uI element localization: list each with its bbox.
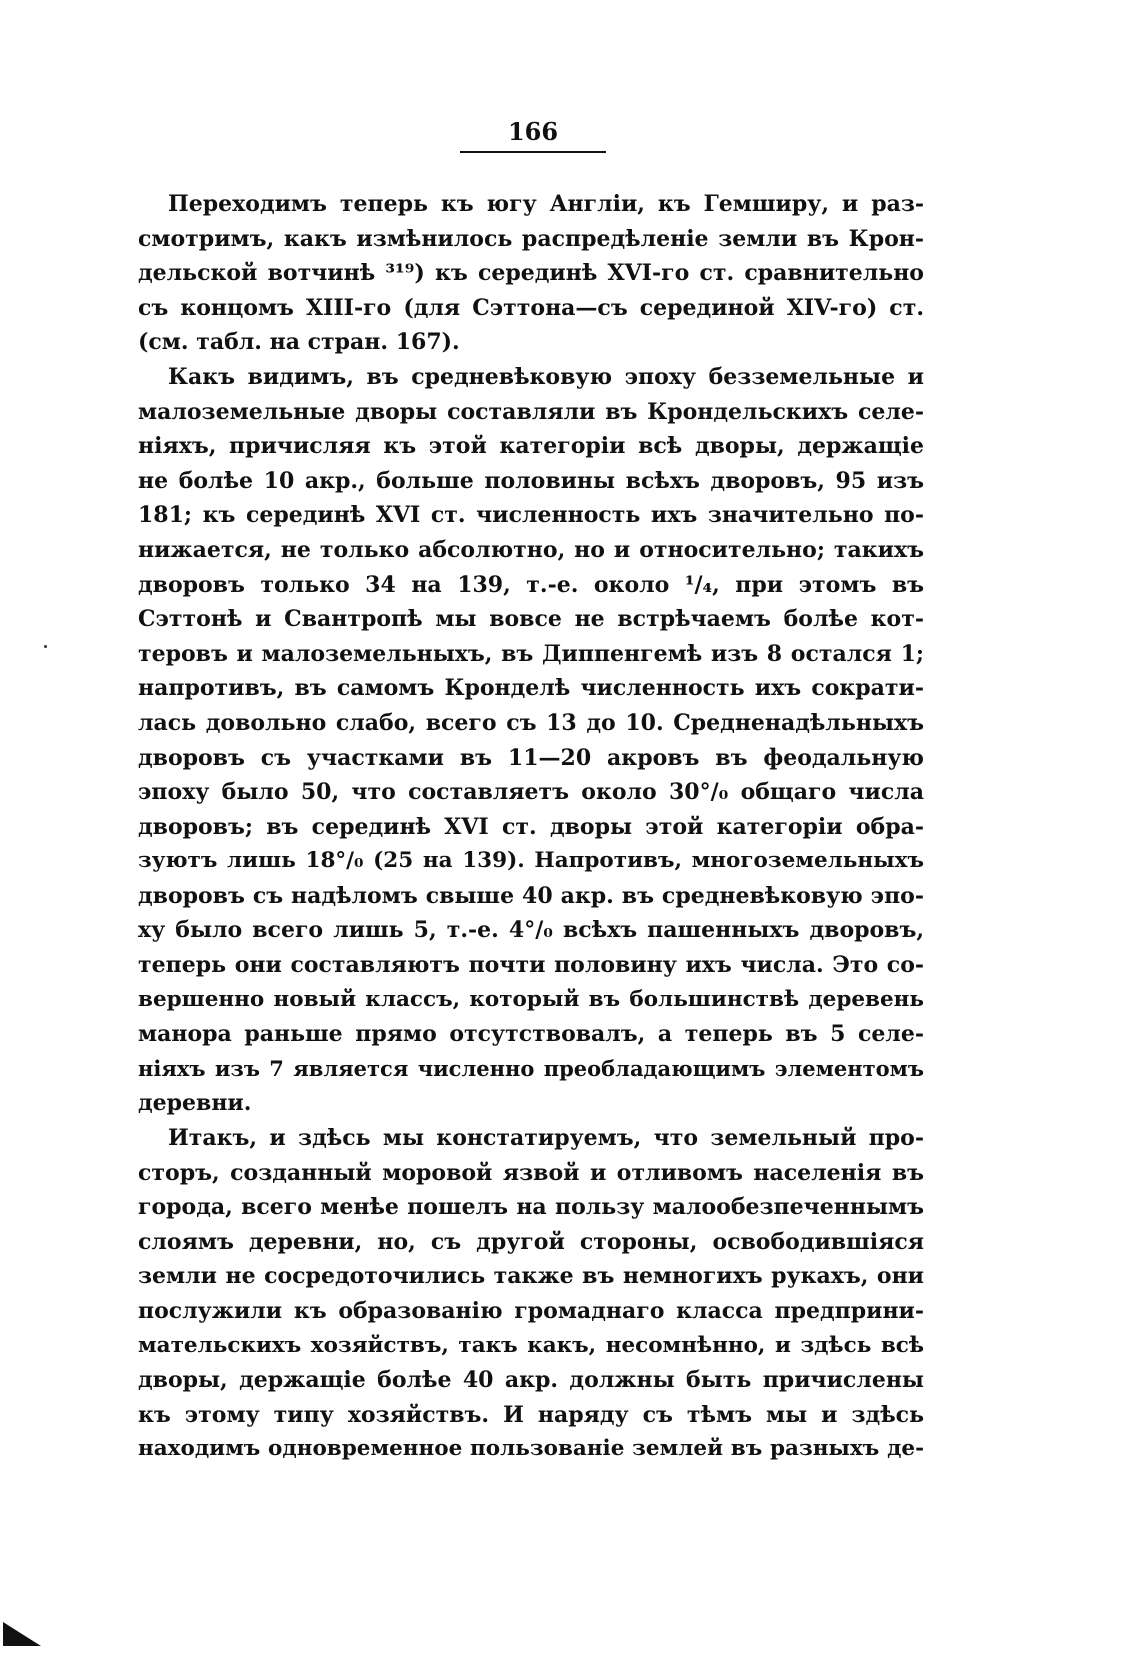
text-line: теперь они составляютъ почти половину ихъ числа. Это со- — [138, 952, 924, 979]
text-line: эпоху было 50, что составляетъ около 30°/₀ общаго числа — [138, 779, 924, 806]
text-line: лась довольно слабо, всего съ 13 до 10. Средненадѣльныхъ — [138, 709, 924, 736]
text-line: слоямъ деревни, но, съ другой стороны, освободившіяся — [138, 1228, 924, 1255]
text-line: ніяхъ, причисляя къ этой категоріи всѣ дворы, держащіе — [138, 433, 924, 460]
text-line: находимъ одновременное пользованіе землей въ разныхъ де- — [138, 1436, 924, 1462]
text-line: дворовъ только 34 на 139, т.-е. около ¹/₄, при этомъ въ — [138, 571, 924, 598]
text-body — [138, 187, 924, 1467]
text-line: Переходимъ теперь къ югу Англіи, къ Гемширу, и раз- — [168, 191, 924, 217]
text-line: дворовъ; въ серединѣ XVI ст. дворы этой категоріи обра- — [138, 813, 924, 840]
text-line: напротивъ, въ самомъ Кронделѣ численность ихъ сократи- — [138, 675, 924, 702]
text-line: ху было всего лишь 5, т.-е. 4°/₀ всѣхъ пашенныхъ дворовъ, — [138, 917, 924, 944]
text-line: съ концомъ XIII-го (для Сэттона—съ серединой XIV-го) ст. — [138, 294, 924, 321]
text-line: малоземельные дворы составляли въ Крондельскихъ селе- — [138, 398, 924, 425]
text-line: къ этому типу хозяйствъ. И наряду съ тѣмъ мы и здѣсь — [138, 1401, 924, 1428]
text-line: земли не сосредоточились также въ немногихъ рукахъ, они — [138, 1263, 924, 1290]
text-line: ніяхъ изъ 7 является численно преобладающимъ элементомъ — [138, 1055, 924, 1081]
margin-speck — [44, 645, 47, 648]
text-line: Итакъ, и здѣсь мы констатируемъ, что земельный про- — [168, 1125, 924, 1152]
text-line: дворы, держащіе болѣе 40 акр. должны быть причислены — [138, 1367, 924, 1394]
text-line: нижается, не только абсолютно, но и относительно; такихъ — [138, 536, 924, 563]
text-line: послужили къ образованію громаднаго класса предприни- — [138, 1298, 924, 1324]
corner-triangle-icon — [3, 1622, 41, 1646]
text-line: дворовъ съ надѣломъ свыше 40 акр. въ средневѣковую эпо- — [138, 882, 924, 909]
text-line: манора раньше прямо отсутствовалъ, а теперь въ 5 селе- — [138, 1021, 924, 1048]
text-line: 181; къ серединѣ XVI ст. численность ихъ значительно по- — [138, 502, 924, 529]
text-line: не болѣе 10 акр., больше половины всѣхъ дворовъ, 95 изъ — [138, 467, 924, 494]
text-line: дворовъ съ участками въ 11—20 акровъ въ феодальную — [138, 744, 924, 771]
page-number: 166 — [460, 117, 606, 153]
text-line: смотримъ, какъ измѣнилось распредѣленіе земли въ Крон- — [138, 225, 924, 252]
text-line: (см. табл. на стран. 167). — [138, 329, 460, 356]
text-line: теровъ и малоземельныхъ, въ Диппенгемѣ изъ 8 остался 1; — [138, 640, 924, 667]
text-line: Какъ видимъ, въ средневѣковую эпоху безземельные и — [168, 363, 924, 390]
text-line: Сэттонѣ и Свантропѣ мы вовсе не встрѣчаемъ болѣе кот- — [138, 606, 924, 633]
text-line: деревни. — [138, 1090, 252, 1117]
text-line: города, всего менѣе пошелъ на пользу малообезпеченнымъ — [138, 1194, 924, 1221]
text-line: зуютъ лишь 18°/₀ (25 на 139). Напротивъ, многоземельныхъ — [138, 848, 924, 874]
text-line: мательскихъ хозяйствъ, такъ какъ, несомнѣнно, и здѣсь всѣ — [138, 1332, 924, 1358]
text-line: сторъ, созданный моровой язвой и отливомъ населенія въ — [138, 1159, 924, 1186]
text-line: дельской вотчинѣ ³¹⁹) къ серединѣ XVI-го ст. сравнительно — [138, 260, 924, 287]
text-line: вершенно новый классъ, который въ большинствѣ деревень — [138, 986, 924, 1012]
